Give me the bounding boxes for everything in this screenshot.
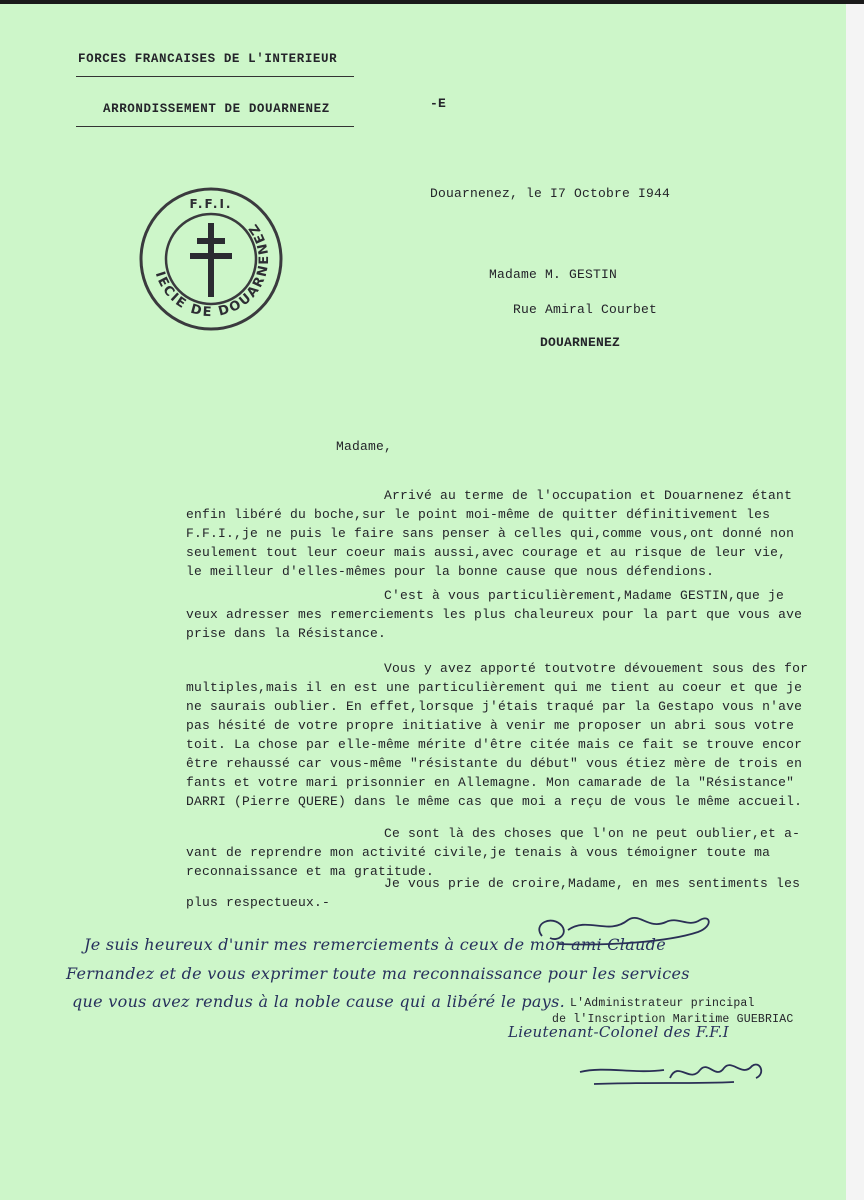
body-line: être rehaussé car vous-même "résistante du début" vous étiez mère de trois en [186,756,803,771]
reference-mark: -E [430,96,447,111]
district-header: ARRONDISSEMENT DE DOUARNENEZ [103,102,330,116]
ffi-stamp-seal [138,186,284,332]
stamp-top-text: F.F.I. [189,197,233,211]
recipient-city: DOUARNENEZ [540,335,621,350]
body-line: multiples,mais il en est une particulièrement qui me tient au coeur et que je [186,680,803,695]
handwritten-line: Fernandez et de vous exprimer toute ma reconnaissance pour les services [66,964,690,983]
body-line: veux adresser mes remerciements les plus chaleureux pour la part que vous ave [186,607,803,622]
recipient-name: Madame M. GESTIN [489,267,618,282]
letter-page [0,4,846,1200]
body-line: Arrivé au terme de l'occupation et Douarnenez étant [384,488,793,503]
body-line: C'est à vous particulièrement,Madame GESTIN,que je [384,588,785,603]
place-date: Douarnenez, le I7 Octobre I944 [430,186,671,201]
body-line: plus respectueux.- [186,895,331,910]
body-line: F.F.I.,je ne puis le faire sans penser à celles qui,comme vous,ont donné non [186,526,795,541]
second-signature-icon [574,1048,774,1094]
signatory-rank: Lieutenant-Colonel des F.F.I [508,1023,729,1041]
body-line: Je vous prie de croire,Madame, en mes sentiments les [384,876,801,891]
body-line: toit. La chose par elle-même mérite d'être citée mais ce fait se trouve encor [186,737,803,752]
handwritten-line: Je suis heureux d'unir mes remerciements à ceux de mon ami Claude [84,935,666,954]
header-rule-2 [76,126,354,127]
body-line: pas hésité de votre propre initiative à venir me proposer un abri sous votre [186,718,795,733]
signatory-title: L'Administrateur principal [570,997,755,1010]
body-line: fants et votre mari prisonnier en Allemagne. Mon camarade de la "Résistance" [186,775,795,790]
body-line: Ce sont là des choses que l'on ne peut oublier,et a- [384,826,801,841]
body-line: DARRI (Pierre QUERE) dans le même cas que moi a reçu de vous le même accueil. [186,794,803,809]
cross-of-lorraine-icon [193,226,229,294]
handwritten-line: que vous avez rendus à la noble cause qui a libéré le pays. [72,992,566,1011]
org-header: FORCES FRANCAISES DE L'INTERIEUR [78,52,338,66]
recipient-street: Rue Amiral Courbet [513,302,658,317]
salutation: Madame, [336,439,393,454]
body-line: ne saurais oublier. En effet,lorsque j'étais traqué par la Gestapo vous n'ave [186,699,803,714]
body-line: prise dans la Résistance. [186,626,387,641]
body-line: Vous y avez apporté toutvotre dévouement sous des for [384,661,809,676]
body-line: vant de reprendre mon activité civile,je tenais à vous témoigner toute ma [186,845,771,860]
body-line: reconnaissance et ma gratitude. [186,864,435,879]
header-rule-1 [76,76,354,77]
body-line: enfin libéré du boche,sur le point moi-même de quitter définitivement les [186,507,771,522]
scan-right-margin [846,4,864,1200]
signatory-title: de l'Inscription Maritime GUEBRIAC [552,1013,794,1026]
body-line: le meilleur d'elles-mêmes pour la bonne cause que nous défendions. [186,564,715,579]
stamp-ring-text: IECIE DE DOUARNENEZ [151,219,273,321]
body-line: seulement tout leur coeur mais aussi,avec courage et au risque de leur vie, [186,545,787,560]
